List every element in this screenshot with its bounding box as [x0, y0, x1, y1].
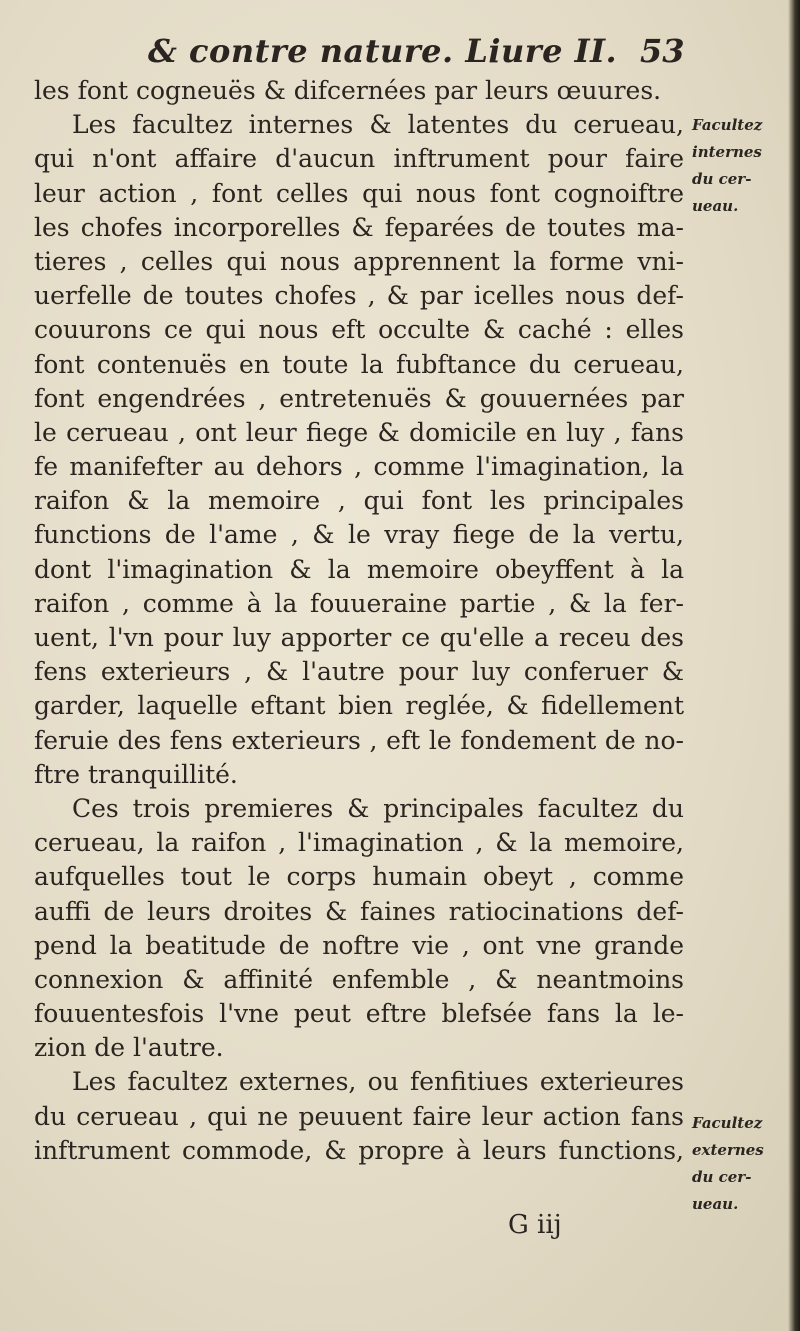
text-line: les chofes incorporelles & feparées de toutes ma- — [34, 212, 684, 242]
text-line: raifon & la memoire , qui font les principales — [34, 486, 684, 516]
margin-note-line: ueau. — [692, 1195, 739, 1213]
text-line: Les facultez internes & latentes du cerueau, — [72, 110, 684, 140]
text-line: aufquelles tout le corps humain obeyt , comme — [34, 862, 684, 892]
page-header — [0, 28, 800, 78]
text-line: uerfelle de toutes chofes , & par icelles nous def- — [34, 281, 684, 311]
margin-note-line: Facultez — [692, 1114, 763, 1132]
text-line: fe manifefter au dehors , comme l'imagination, la — [34, 452, 684, 482]
text-line: les font cogneuës & difcernées par leurs œuures. — [34, 76, 662, 105]
text-line: fens exterieurs , & l'autre pour luy conferuer & — [34, 657, 684, 687]
text-line: font contenuës en toute la fubftance du cerueau, — [34, 349, 684, 379]
text-line: connexion & affinité enfemble , & neantmoins — [34, 964, 684, 994]
text-line: Ces trois premieres & principales facultez du — [72, 793, 684, 823]
text-line: Les facultez externes, ou fenfitiues exterieures — [72, 1067, 684, 1097]
margin-note-line: du cer- — [692, 1168, 752, 1186]
text-line: du cerueau , qui ne peuuent faire leur action fans — [34, 1101, 684, 1131]
text-line: auffi de leurs droites & faines ratiocinations def- — [34, 896, 684, 926]
text-line: inftrument commode, & propre à leurs functions, — [34, 1135, 684, 1165]
body-text — [34, 74, 684, 1168]
text-line: functions de l'ame , & le vray fiege de la vertu, — [34, 520, 684, 550]
text-line: fouuentesfois l'vne peut eftre blefsée fans la le- — [34, 999, 684, 1029]
margin-note-external-faculties — [692, 1110, 792, 1218]
margin-note-line: internes — [692, 143, 762, 161]
text-line: feruie des fens exterieurs , eft le fondement de no- — [34, 725, 684, 755]
margin-note-line: externes — [692, 1141, 764, 1159]
margin-note-line: Facultez — [692, 116, 763, 134]
text-line: cerueau, la raifon , l'imagination , & la memoire, — [34, 828, 684, 858]
text-line: uent, l'vn pour luy apporter ce qu'elle a receu des — [34, 623, 684, 652]
text-line: ftre tranquillité. — [34, 759, 238, 789]
text-line: pend la beatitude de noftre vie , ont vne grande — [34, 930, 684, 960]
text-line: leur action , font celles qui nous font cognoiftre — [34, 178, 684, 208]
text-line: le cerueau , ont leur fiege & domicile en luy , fans — [34, 417, 684, 447]
text-line: zion de l'autre. — [34, 1033, 224, 1063]
text-line: couurons ce qui nous eft occulte & caché : elles — [34, 315, 684, 345]
text-line: qui n'ont affaire d'aucun inftrument pour faire — [34, 144, 684, 174]
text-line: raifon , comme à la fouueraine partie , & la fer- — [34, 588, 684, 618]
text-line: garder, laquelle eftant bien reglée, & fidellement — [34, 691, 684, 721]
text-line: tieres , celles qui nous apprennent la forme vni- — [34, 246, 684, 276]
margin-note-internal-faculties — [692, 112, 792, 220]
page-number: 53 — [640, 32, 685, 70]
margin-note-line: du cer- — [692, 170, 752, 188]
margin-note-line: ueau. — [692, 197, 739, 215]
text-line: dont l'imagination & la memoire obeyffent à la — [34, 554, 684, 584]
running-title: & contre nature. Liure II. — [148, 32, 618, 70]
signature-mark: G iij — [508, 1210, 562, 1240]
text-line: font engendrées , entretenuës & gouuernées par — [34, 383, 684, 413]
